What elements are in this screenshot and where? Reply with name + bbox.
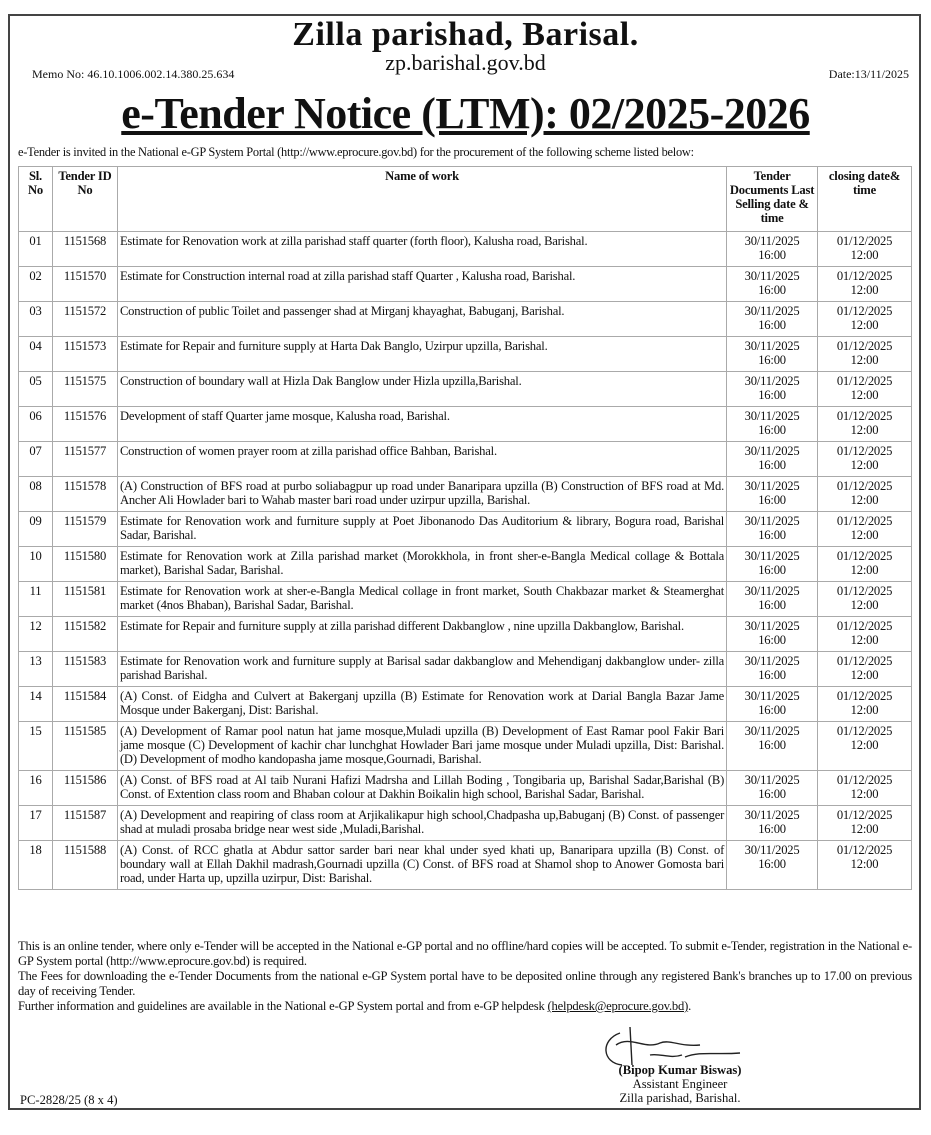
- row-sl: 18: [19, 841, 53, 890]
- row-sl: 16: [19, 771, 53, 806]
- row-tender-id: 1151580: [52, 547, 117, 582]
- table-row: [19, 267, 912, 302]
- row-closing: 01/12/2025 12:00: [818, 512, 912, 547]
- signatory-title: Assistant Engineer: [632, 1077, 728, 1091]
- row-last-selling: 30/11/2025 16:00: [727, 771, 818, 806]
- row-last-selling: 30/11/2025 16:00: [727, 407, 818, 442]
- row-closing: 01/12/2025 12:00: [818, 806, 912, 841]
- intro-text: e-Tender is invited in the National e-GP System Portal (http://www.eprocure.gov.bd) for the procurement of the following scheme listed below:: [18, 145, 694, 159]
- footer-info-end: .: [688, 999, 692, 1013]
- row-last-selling: 30/11/2025 16:00: [727, 547, 818, 582]
- row-closing: 01/12/2025 12:00: [818, 841, 912, 890]
- row-tender-id: 1151568: [52, 232, 117, 267]
- col-sl: Sl. No: [19, 167, 53, 232]
- row-tender-id: 1151579: [52, 512, 117, 547]
- row-last-selling: 30/11/2025 16:00: [727, 477, 818, 512]
- row-tender-id: 1151583: [52, 652, 117, 687]
- row-work: Estimate for Renovation work at zilla parishad staff quarter (forth floor), Kalusha road, Barishal.: [117, 232, 726, 267]
- footer-notes: [18, 939, 912, 1014]
- row-sl: 14: [19, 687, 53, 722]
- row-work: Estimate for Renovation work and furniture supply at Barisal sadar dakbanglow and Mehendiganj dakbanglow under- zilla parishad Barishal.: [117, 652, 726, 687]
- memo-number: Memo No: 46.10.1006.002.14.380.25.634: [32, 67, 235, 81]
- row-work: Estimate for Renovation work and furniture supply at Poet Jibonanodo Das Auditorium & library, Bogura road, Barishal Sadar, Barishal.: [117, 512, 726, 547]
- table-row: [19, 617, 912, 652]
- table-row: [19, 302, 912, 337]
- row-tender-id: 1151576: [52, 407, 117, 442]
- tender-table: [18, 166, 912, 890]
- row-closing: 01/12/2025 12:00: [818, 337, 912, 372]
- row-sl: 05: [19, 372, 53, 407]
- row-tender-id: 1151585: [52, 722, 117, 771]
- col-name-of-work: Name of work: [117, 167, 726, 232]
- row-work: Estimate for Construction internal road at zilla parishad staff Quarter , Kalusha road, Barishal.: [117, 267, 726, 302]
- row-sl: 13: [19, 652, 53, 687]
- row-sl: 10: [19, 547, 53, 582]
- footer-info-text: Further information and guidelines are available in the National e-GP System portal and from e-GP helpdesk: [18, 999, 548, 1013]
- row-last-selling: 30/11/2025 16:00: [727, 617, 818, 652]
- table-row: [19, 337, 912, 372]
- row-sl: 09: [19, 512, 53, 547]
- table-row: [19, 806, 912, 841]
- notice-title: e-Tender Notice (LTM): 02/2025-2026: [121, 89, 810, 138]
- notice-date: Date:13/11/2025: [828, 67, 909, 81]
- helpdesk-link[interactable]: (helpdesk@eprocure.gov.bd): [547, 999, 689, 1013]
- row-closing: 01/12/2025 12:00: [818, 771, 912, 806]
- row-tender-id: 1151575: [52, 372, 117, 407]
- row-last-selling: 30/11/2025 16:00: [727, 722, 818, 771]
- row-closing: 01/12/2025 12:00: [818, 267, 912, 302]
- row-work: (A) Development and reapiring of class room at Arjikalikapur high school,Chadpasha up,Babuganj (B) Const. of passenger shad at muladi prosaba bridge near west side ,Muladi,Barishal.: [117, 806, 726, 841]
- row-sl: 12: [19, 617, 53, 652]
- row-tender-id: 1151586: [52, 771, 117, 806]
- row-last-selling: 30/11/2025 16:00: [727, 232, 818, 267]
- row-closing: 01/12/2025 12:00: [818, 652, 912, 687]
- row-work: (A) Development of Ramar pool natun hat jame mosque,Muladi upzilla (B) Development of East Ramar pool Fakir Bari jame mosque (C) Development of kachir char lunchghat Howlader Bari jame mosque under Muladi upzilla, Dist: Barishal. (D) Development of modho kandopasha jame mosque,Gournadi, Barishal.: [117, 722, 726, 771]
- table-row: [19, 582, 912, 617]
- row-closing: 01/12/2025 12:00: [818, 722, 912, 771]
- row-closing: 01/12/2025 12:00: [818, 302, 912, 337]
- table-row: [19, 687, 912, 722]
- row-sl: 02: [19, 267, 53, 302]
- row-sl: 01: [19, 232, 53, 267]
- row-closing: 01/12/2025 12:00: [818, 582, 912, 617]
- row-closing: 01/12/2025 12:00: [818, 442, 912, 477]
- row-sl: 06: [19, 407, 53, 442]
- table-row: [19, 652, 912, 687]
- footer-online-note: This is an online tender, where only e-Tender will be accepted in the National e-GP portal and no offline/hard copies will be accepted. To submit e-Tender, registration in the National e-GP System portal (http://www.eprocure.gov.bd) is required.: [18, 939, 912, 968]
- table-row: [19, 232, 912, 267]
- row-work: (A) Const. of BFS road at Al taib Nurani Hafizi Madrsha and Lillah Boding , Tongibaria up, Barishal Sadar,Barishal (B) Const. of Extention class room and Bhaban colour at Dakhin Boikalin high school, Barishal Sadar, Barishal.: [117, 771, 726, 806]
- row-last-selling: 30/11/2025 16:00: [727, 267, 818, 302]
- row-last-selling: 30/11/2025 16:00: [727, 687, 818, 722]
- row-closing: 01/12/2025 12:00: [818, 372, 912, 407]
- row-work: Construction of women prayer room at zilla parishad office Bahban, Barishal.: [117, 442, 726, 477]
- row-sl: 03: [19, 302, 53, 337]
- row-work: Estimate for Renovation work at sher-e-Bangla Medical collage in front market, South Chakbazar market & Steamerghat market (4nos Bhaban), Barishal Sadar, Barishal.: [117, 582, 726, 617]
- signatory-block: [570, 1063, 790, 1105]
- org-name: Zilla parishad, Barisal.: [292, 16, 639, 53]
- row-work: (A) Const. of RCC ghatla at Abdur sattor sarder bari near khal under syed khati up, Banaripara upzilla (B) Const. of boundary wall at Ellah Dakhil madrash,Gournadi upzilla (C) Const. of BFS road at Shamol shop to Anower Gomosta bari road, under Harta up, upzilla uzirpur, Dist: Barishal.: [117, 841, 726, 890]
- row-last-selling: 30/11/2025 16:00: [727, 337, 818, 372]
- table-row: [19, 372, 912, 407]
- row-last-selling: 30/11/2025 16:00: [727, 302, 818, 337]
- row-work: Construction of public Toilet and passenger shad at Mirganj khayaghat, Babuganj, Barishal.: [117, 302, 726, 337]
- row-work: Construction of boundary wall at Hizla Dak Banglow under Hizla upzilla,Barishal.: [117, 372, 726, 407]
- row-sl: 04: [19, 337, 53, 372]
- footer-fees-note: The Fees for downloading the e-Tender Documents from the national e-GP System portal have to be deposited online through any registered Bank's branches up to 17.00 on previous day of receiving Tender.: [18, 969, 912, 998]
- row-tender-id: 1151587: [52, 806, 117, 841]
- row-tender-id: 1151573: [52, 337, 117, 372]
- row-tender-id: 1151582: [52, 617, 117, 652]
- row-closing: 01/12/2025 12:00: [818, 407, 912, 442]
- row-tender-id: 1151584: [52, 687, 117, 722]
- table-row: [19, 407, 912, 442]
- org-website: zp.barishal.gov.bd: [385, 50, 546, 75]
- table-row: [19, 442, 912, 477]
- row-sl: 17: [19, 806, 53, 841]
- row-last-selling: 30/11/2025 16:00: [727, 582, 818, 617]
- row-last-selling: 30/11/2025 16:00: [727, 841, 818, 890]
- table-row: [19, 547, 912, 582]
- row-closing: 01/12/2025 12:00: [818, 547, 912, 582]
- row-work: Estimate for Repair and furniture supply at zilla parishad different Dakbanglow , nine upzilla Dakbanglow, Barishal.: [117, 617, 726, 652]
- col-closing: closing date& time: [818, 167, 912, 232]
- footer-info-note: [18, 999, 912, 1014]
- row-last-selling: 30/11/2025 16:00: [727, 372, 818, 407]
- row-sl: 07: [19, 442, 53, 477]
- col-last-selling: Tender Documents Last Selling date & time: [727, 167, 818, 232]
- row-closing: 01/12/2025 12:00: [818, 232, 912, 267]
- row-tender-id: 1151581: [52, 582, 117, 617]
- row-tender-id: 1151578: [52, 477, 117, 512]
- row-last-selling: 30/11/2025 16:00: [727, 442, 818, 477]
- row-tender-id: 1151588: [52, 841, 117, 890]
- table-row: [19, 477, 912, 512]
- row-closing: 01/12/2025 12:00: [818, 477, 912, 512]
- row-work: (A) Construction of BFS road at purbo soliabagpur up road under Banaripara upzilla (B) Construction of BFS road at Md. Ancher Ali Howlader bari to Wahab master bari road under uzirpur upzilla, Barishal.: [117, 477, 726, 512]
- row-sl: 11: [19, 582, 53, 617]
- row-work: (A) Const. of Eidgha and Culvert at Bakerganj upzilla (B) Estimate for Renovation work at Darial Bangla Bazar Jame Mosque under Bakerganj, Dist: Barishal.: [117, 687, 726, 722]
- table-row: [19, 722, 912, 771]
- row-sl: 15: [19, 722, 53, 771]
- row-tender-id: 1151577: [52, 442, 117, 477]
- table-row: [19, 841, 912, 890]
- row-closing: 01/12/2025 12:00: [818, 687, 912, 722]
- signatory-office: Zilla parishad, Barishal.: [619, 1091, 741, 1105]
- row-tender-id: 1151572: [52, 302, 117, 337]
- row-work: Estimate for Repair and furniture supply at Harta Dak Banglo, Uzirpur upzilla, Barishal.: [117, 337, 726, 372]
- table-row: [19, 512, 912, 547]
- row-tender-id: 1151570: [52, 267, 117, 302]
- pc-number: PC-2828/25 (8 x 4): [20, 1093, 118, 1107]
- row-last-selling: 30/11/2025 16:00: [727, 806, 818, 841]
- row-sl: 08: [19, 477, 53, 512]
- table-header: [19, 167, 912, 232]
- row-last-selling: 30/11/2025 16:00: [727, 652, 818, 687]
- signatory-name: (Bipop Kumar Biswas): [618, 1063, 742, 1077]
- row-last-selling: 30/11/2025 16:00: [727, 512, 818, 547]
- row-closing: 01/12/2025 12:00: [818, 617, 912, 652]
- table-row: [19, 771, 912, 806]
- row-work: Estimate for Renovation work at Zilla parishad market (Morokkhola, in front sher-e-Bangla Medical collage & Bottala market), Barishal Sadar, Barishal.: [117, 547, 726, 582]
- col-tender-id: Tender ID No: [52, 167, 117, 232]
- row-work: Development of staff Quarter jame mosque, Kalusha road, Barishal.: [117, 407, 726, 442]
